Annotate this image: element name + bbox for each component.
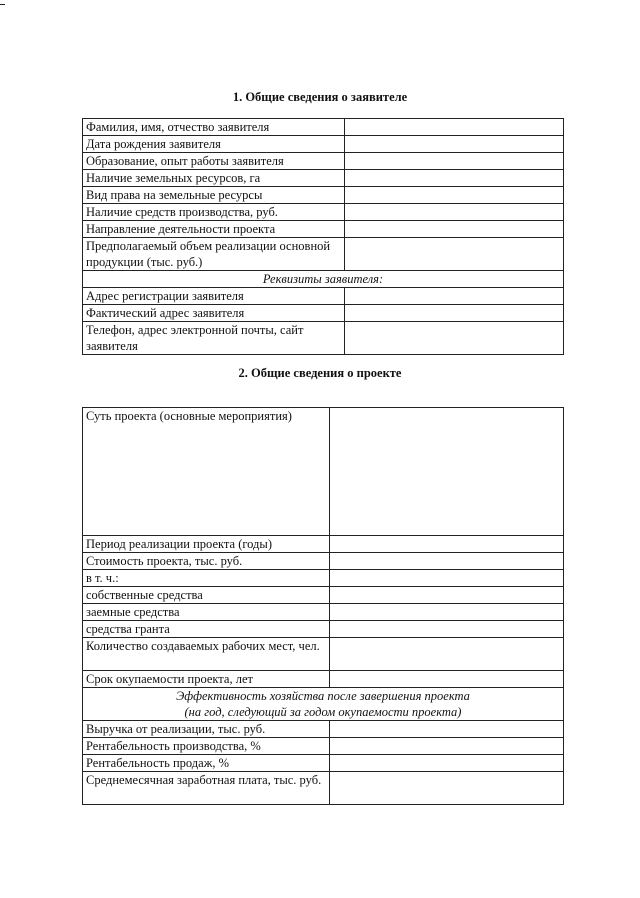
- row-label-project-cost: Стоимость проекта, тыс. руб.: [83, 553, 330, 570]
- row-label-sales-volume: Предполагаемый объем реализации основной продукции (тыс. руб.): [83, 238, 345, 271]
- row-label-land-right: Вид права на земельные ресурсы: [83, 187, 345, 204]
- table-row: [83, 187, 564, 204]
- table-row: [83, 587, 564, 604]
- row-label-project-essence: Суть проекта (основные мероприятия): [83, 408, 330, 536]
- table-row: [83, 238, 564, 271]
- row-label-average-salary: Среднемесячная заработная плата, тыс. руб.: [83, 772, 330, 805]
- row-label-birth-date: Дата рождения заявителя: [83, 136, 345, 153]
- table-row: [83, 621, 564, 638]
- row-label-production-profitability: Рентабельность производства, %: [83, 738, 330, 755]
- table-row: [83, 204, 564, 221]
- value-cell-borrowed-funds[interactable]: [330, 604, 564, 621]
- row-label-full-name: Фамилия, имя, отчество заявителя: [83, 119, 345, 136]
- table-row: [83, 721, 564, 738]
- row-label-jobs-created: Количество создаваемых рабочих мест, чел.: [83, 638, 330, 671]
- project-info-table: [82, 407, 564, 805]
- table-row: [83, 671, 564, 688]
- table-row: [83, 221, 564, 238]
- table-row: [83, 305, 564, 322]
- table-row: [83, 604, 564, 621]
- efficiency-subheader-line2: (на год, следующий за годом окупаемости проекта): [184, 705, 462, 719]
- table-row: [83, 153, 564, 170]
- table-row: [83, 755, 564, 772]
- value-cell-payback-period[interactable]: [330, 671, 564, 688]
- table-row: [83, 738, 564, 755]
- table-row: [83, 170, 564, 187]
- value-cell-project-essence[interactable]: [330, 408, 564, 536]
- table-row: [83, 322, 564, 355]
- row-label-actual-address: Фактический адрес заявителя: [83, 305, 345, 322]
- value-cell-registration-address[interactable]: [345, 288, 564, 305]
- value-cell-sales-profitability[interactable]: [330, 755, 564, 772]
- applicant-info-table: [82, 118, 564, 355]
- row-label-implementation-period: Период реализации проекта (годы): [83, 536, 330, 553]
- value-cell-revenue[interactable]: [330, 721, 564, 738]
- row-label-activity-direction: Направление деятельности проекта: [83, 221, 345, 238]
- value-cell-sales-volume[interactable]: [345, 238, 564, 271]
- value-cell-jobs-created[interactable]: [330, 638, 564, 671]
- value-cell-project-cost[interactable]: [330, 553, 564, 570]
- table-row: [83, 136, 564, 153]
- corner-mark: [0, 4, 5, 5]
- row-label-registration-address: Адрес регистрации заявителя: [83, 288, 345, 305]
- efficiency-subheader: [83, 688, 564, 721]
- value-cell-grant-funds[interactable]: [330, 621, 564, 638]
- value-cell-actual-address[interactable]: [345, 305, 564, 322]
- row-label-education: Образование, опыт работы заявителя: [83, 153, 345, 170]
- row-label-revenue: Выручка от реализации, тыс. руб.: [83, 721, 330, 738]
- efficiency-subheader-line1: Эффективность хозяйства после завершения проекта: [176, 689, 470, 703]
- table-row: [83, 570, 564, 587]
- row-label-own-funds: собственные средства: [83, 587, 330, 604]
- section-title-project: 2. Общие сведения о проекте: [238, 366, 402, 380]
- table-row: [83, 288, 564, 305]
- table-row: [83, 688, 564, 721]
- value-cell-production-means[interactable]: [345, 204, 564, 221]
- value-cell-including[interactable]: [330, 570, 564, 587]
- row-label-contacts: Телефон, адрес электронной почты, сайт заявителя: [83, 322, 345, 355]
- row-label-grant-funds: средства гранта: [83, 621, 330, 638]
- value-cell-implementation-period[interactable]: [330, 536, 564, 553]
- table-row: [83, 271, 564, 288]
- applicant-details-subheader: Реквизиты заявителя:: [83, 271, 564, 288]
- table-row: [83, 408, 564, 536]
- row-label-sales-profitability: Рентабельность продаж, %: [83, 755, 330, 772]
- value-cell-education[interactable]: [345, 153, 564, 170]
- value-cell-land-right[interactable]: [345, 187, 564, 204]
- row-label-production-means: Наличие средств производства, руб.: [83, 204, 345, 221]
- value-cell-activity-direction[interactable]: [345, 221, 564, 238]
- value-cell-birth-date[interactable]: [345, 136, 564, 153]
- row-label-including: в т. ч.:: [83, 570, 330, 587]
- value-cell-average-salary[interactable]: [330, 772, 564, 805]
- value-cell-own-funds[interactable]: [330, 587, 564, 604]
- table-row: [83, 772, 564, 805]
- value-cell-contacts[interactable]: [345, 322, 564, 355]
- table-row: [83, 638, 564, 671]
- table-row: [83, 536, 564, 553]
- table-row: [83, 119, 564, 136]
- value-cell-full-name[interactable]: [345, 119, 564, 136]
- row-label-land-resources: Наличие земельных ресурсов, га: [83, 170, 345, 187]
- table-row: [83, 553, 564, 570]
- value-cell-production-profitability[interactable]: [330, 738, 564, 755]
- value-cell-land-resources[interactable]: [345, 170, 564, 187]
- section-title-applicant: 1. Общие сведения о заявителе: [232, 90, 408, 104]
- row-label-borrowed-funds: заемные средства: [83, 604, 330, 621]
- row-label-payback-period: Срок окупаемости проекта, лет: [83, 671, 330, 688]
